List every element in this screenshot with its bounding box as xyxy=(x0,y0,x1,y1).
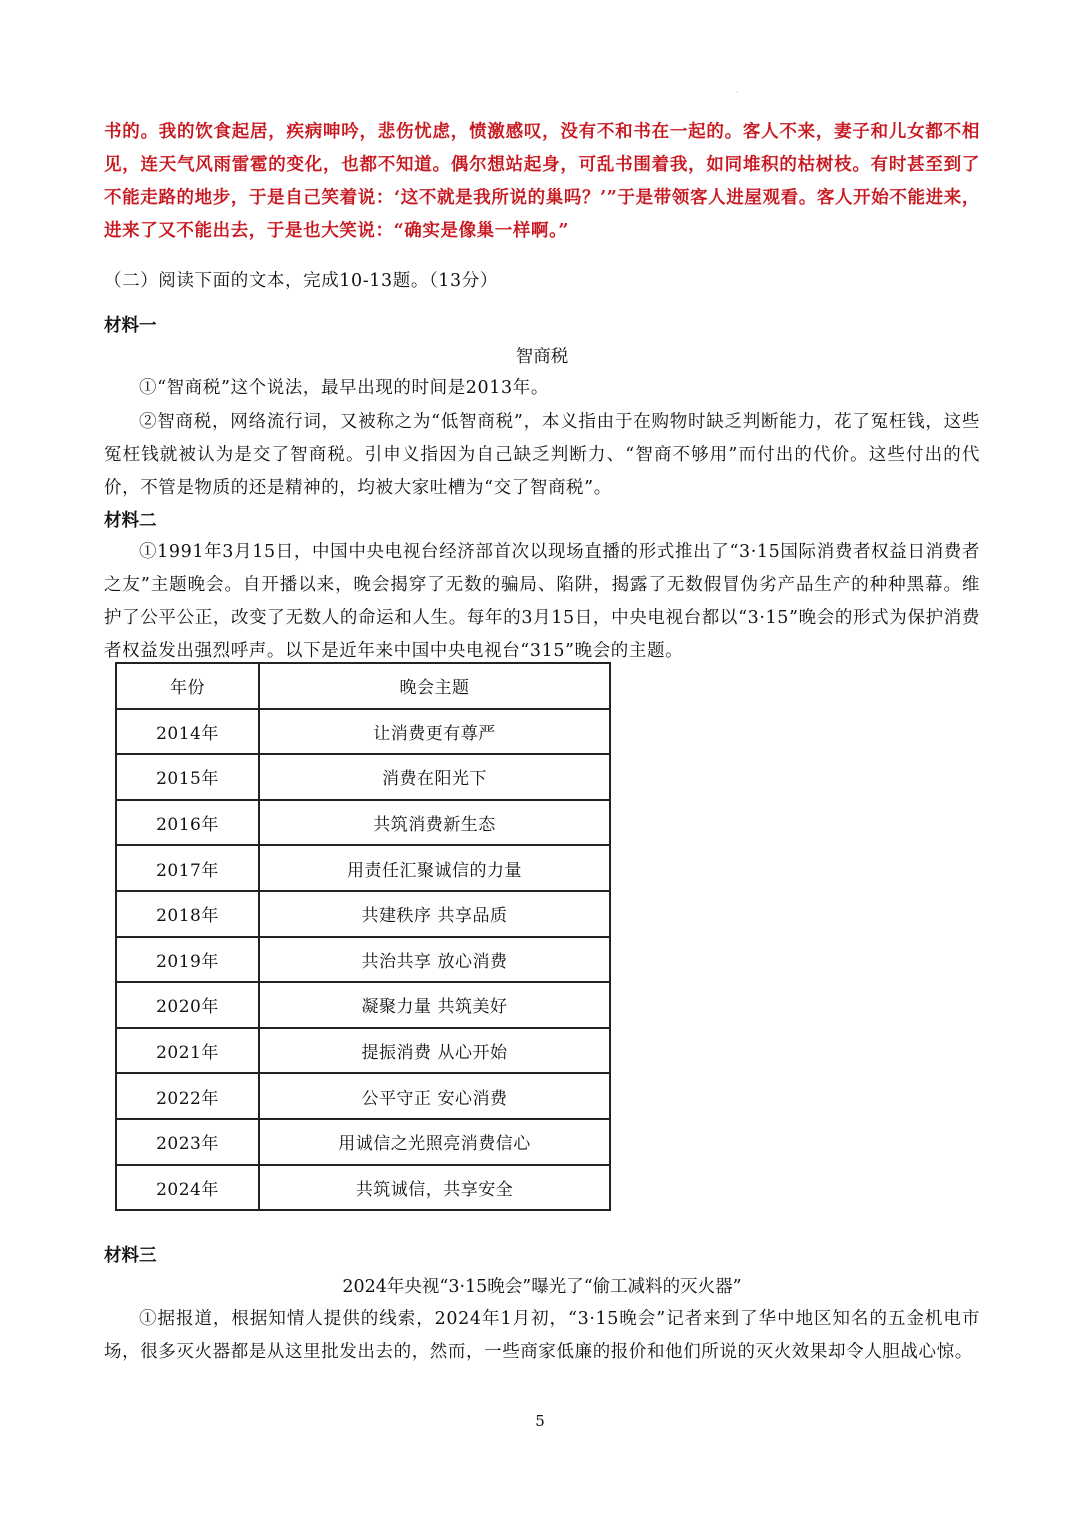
material3-para1: ①据报道，根据知情人提供的线索，2024年1月初，“3·15晚会”记者来到了华中地区知名的五金机电市场，很多灭火器都是从这里批发出去的，然而，一些商家低廉的报价和他们所说的灭火效果却令人胆战心惊。 xyxy=(104,1309,980,1362)
table-row xyxy=(116,1165,610,1211)
cell-theme: 凝聚力量 共筑美好 xyxy=(259,982,610,1028)
table-row xyxy=(116,800,610,846)
table-row xyxy=(116,754,610,800)
cell-theme: 共筑消费新生态 xyxy=(259,800,610,846)
material1-label: 材料一 xyxy=(104,316,157,336)
material1-para2: ②智商税，网络流行词，又被称之为“低智商税”，本义指由于在购物时缺乏判断能力，花了冤枉钱，这些冤枉钱就被认为是交了智商税。引申义指因为自己缺乏判断力、“智商不够用”而付出的代价。这些付出的代价，不管是物质的还是精神的，均被大家吐槽为“交了智商税”。 xyxy=(104,412,980,498)
material1-title: 智商税 xyxy=(515,347,569,367)
cell-theme: 用诚信之光照亮消费信心 xyxy=(259,1119,610,1165)
cell-year: 2021年 xyxy=(116,1028,259,1074)
material2-label: 材料二 xyxy=(104,511,157,531)
section-intro: （二）阅读下面的文本，完成10-13题。（13分） xyxy=(104,271,498,291)
cell-year: 2022年 xyxy=(116,1073,259,1119)
cell-theme: 公平守正 安心消费 xyxy=(259,1073,610,1119)
cell-year: 2017年 xyxy=(116,845,259,891)
header-theme: 晚会主题 xyxy=(259,663,610,709)
cell-theme: 消费在阳光下 xyxy=(259,754,610,800)
header-year: 年份 xyxy=(116,663,259,709)
cell-year: 2016年 xyxy=(116,800,259,846)
cell-theme: 提振消费 从心开始 xyxy=(259,1028,610,1074)
table-row xyxy=(116,845,610,891)
cell-year: 2014年 xyxy=(116,709,259,755)
cell-year: 2020年 xyxy=(116,982,259,1028)
cell-theme: 共治共享 放心消费 xyxy=(259,937,610,983)
cell-year: 2023年 xyxy=(116,1119,259,1165)
cell-theme: 共筑诚信，共享安全 xyxy=(259,1165,610,1211)
table-row xyxy=(116,1073,610,1119)
material2-para1: ①1991年3月15日，中国中央电视台经济部首次以现场直播的形式推出了“3·15国际消费者权益日消费者之友”主题晚会。自开播以来，晚会揭穿了无数的骗局、陷阱，揭露了无数假冒伪劣产品生产的种种黑幕。维护了公平公正，改变了无数人的命运和人生。每年的3月15日，中央电视台都以“3·15”晚会的形式为保护消费者权益发出强烈呼声。以下是近年来中国中央电视台“315”晚会的主题。 xyxy=(104,542,980,661)
table-row xyxy=(116,891,610,937)
table-row xyxy=(116,1119,610,1165)
cell-theme: 共建秩序 共享品质 xyxy=(259,891,610,937)
material3-label: 材料三 xyxy=(104,1246,157,1266)
cell-theme: 用责任汇聚诚信的力量 xyxy=(259,845,610,891)
cell-year: 2018年 xyxy=(116,891,259,937)
table-row xyxy=(116,937,610,983)
table-row xyxy=(116,1028,610,1074)
cell-year: 2015年 xyxy=(116,754,259,800)
cell-year: 2019年 xyxy=(116,937,259,983)
corner-mark: · xyxy=(736,88,739,97)
table-row xyxy=(116,982,610,1028)
table-header-row xyxy=(116,663,610,709)
page-number: 5 xyxy=(535,1412,545,1430)
material3-title: 2024年央视“3·15晚会”曝光了“偷工减料的灭火器” xyxy=(342,1277,742,1297)
translation-paragraph: 书的。我的饮食起居，疾病呻吟，悲伤忧虑，愤激感叹，没有不和书在一起的。客人不来，妻子和儿女都不相见，连天气风雨雷雹的变化，也都不知道。偶尔想站起身，可乱书围着我，如同堆积的枯树枝。有时甚至到了不能走路的地步，于是自己笑着说：‘这不就是我所说的巢吗？’”于是带领客人进屋观看。客人开始不能进来，进来了又不能出去，于是也大笑说：“确实是像巢一样啊。” xyxy=(104,122,980,241)
material1-para1: ①“智商税”这个说法，最早出现的时间是2013年。 xyxy=(139,378,549,398)
cell-year: 2024年 xyxy=(116,1165,259,1211)
cell-theme: 让消费更有尊严 xyxy=(259,709,610,755)
table-row xyxy=(116,709,610,755)
theme-table xyxy=(115,662,611,1211)
